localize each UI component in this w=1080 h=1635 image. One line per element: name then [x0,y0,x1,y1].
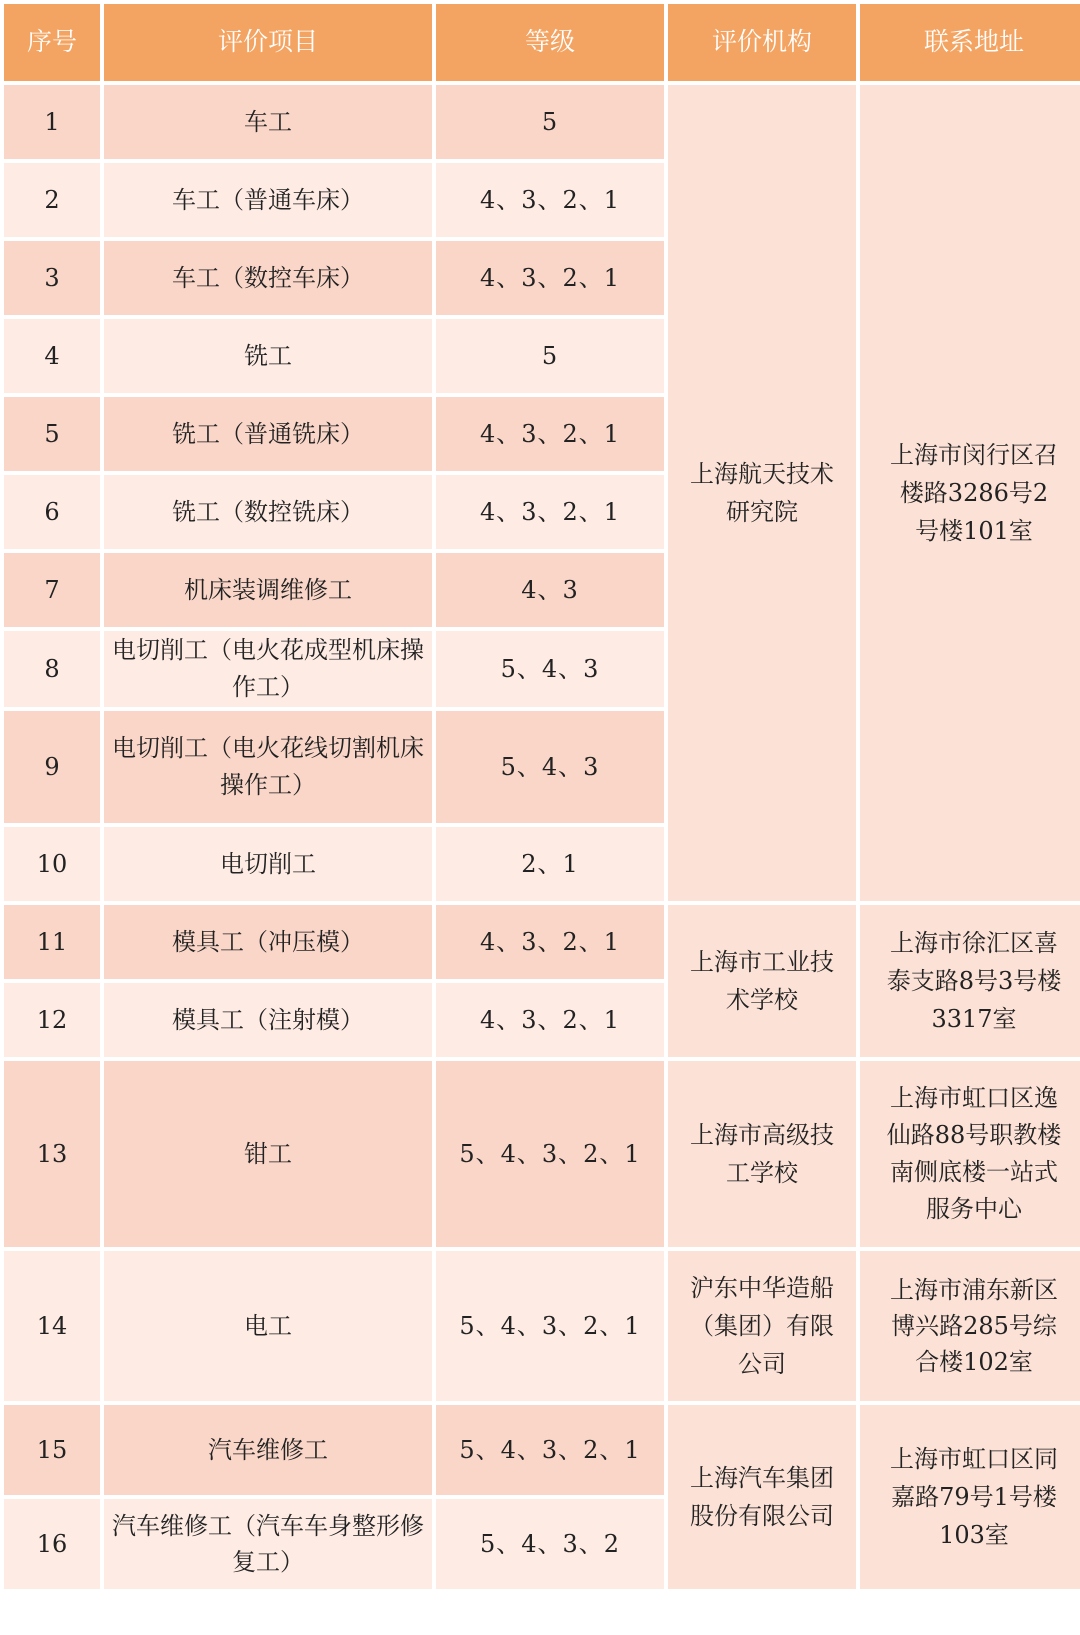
cell-grade: 2、1 [436,827,664,901]
cell-no: 4 [4,319,100,393]
cell-org [668,1405,856,1589]
table-row [4,905,1080,979]
cell-item: 电切削工（电火花线切割机床操作工） [104,711,432,823]
cell-no: 16 [4,1499,100,1589]
cell-address [860,1251,1080,1401]
cell-item: 车工（数控车床） [104,241,432,315]
cell-grade: 5、4、3、2、1 [436,1251,664,1401]
cell-no: 13 [4,1061,100,1247]
cell-no: 8 [4,631,100,707]
cell-address [860,905,1080,1057]
cell-no: 1 [4,85,100,159]
header-no: 序号 [4,4,100,81]
header-grade: 等级 [436,4,664,81]
cell-item: 车工（普通车床） [104,163,432,237]
cell-grade: 4、3、2、1 [436,163,664,237]
cell-org [668,85,856,901]
org-name: 上海市工业技术学校 [690,948,834,1014]
cell-no: 5 [4,397,100,471]
table-row [4,1061,1080,1247]
cell-item: 电切削工（电火花成型机床操作工） [104,631,432,707]
cell-item: 模具工（注射模） [104,983,432,1057]
cell-item: 汽车维修工（汽车车身整形修复工） [104,1499,432,1589]
cell-org [668,905,856,1057]
cell-no: 2 [4,163,100,237]
cell-grade: 4、3、2、1 [436,241,664,315]
cell-no: 14 [4,1251,100,1401]
table-row [4,1405,1080,1495]
cell-grade: 4、3、2、1 [436,397,664,471]
org-address: 上海市闵行区召楼路3286号2号楼101室 [890,441,1058,545]
cell-grade: 4、3、2、1 [436,475,664,549]
cell-grade: 4、3、2、1 [436,905,664,979]
table-row [4,85,1080,159]
cell-grade: 4、3 [436,553,664,627]
cell-no: 10 [4,827,100,901]
table-row [4,1251,1080,1401]
cell-no: 3 [4,241,100,315]
cell-address [860,1405,1080,1589]
cell-grade: 5、4、3 [436,711,664,823]
cell-item: 铣工（普通铣床） [104,397,432,471]
cell-address [860,1061,1080,1247]
table-header-row [4,4,1080,81]
cell-item: 车工 [104,85,432,159]
cell-no: 6 [4,475,100,549]
cell-grade: 5、4、3 [436,631,664,707]
cell-no: 9 [4,711,100,823]
org-address: 上海市虹口区同嘉路79号1号楼103室 [890,1445,1058,1549]
cell-org [668,1061,856,1247]
cell-grade: 5、4、3、2、1 [436,1405,664,1495]
cell-item: 电工 [104,1251,432,1401]
org-name: 沪东中华造船（集团）有限公司 [690,1274,834,1378]
cell-no: 11 [4,905,100,979]
cell-grade: 5 [436,319,664,393]
cell-org [668,1251,856,1401]
header-org: 评价机构 [668,4,856,81]
cell-grade: 5 [436,85,664,159]
cell-item: 电切削工 [104,827,432,901]
org-name: 上海航天技术研究院 [690,460,834,526]
cell-grade: 4、3、2、1 [436,983,664,1057]
cell-item: 汽车维修工 [104,1405,432,1495]
cell-grade: 5、4、3、2 [436,1499,664,1589]
header-address: 联系地址 [860,4,1080,81]
org-name: 上海汽车集团股份有限公司 [690,1464,834,1530]
cell-no: 12 [4,983,100,1057]
cell-no: 7 [4,553,100,627]
org-address: 上海市徐汇区喜泰支路8号3号楼3317室 [886,929,1062,1033]
cell-item: 机床装调维修工 [104,553,432,627]
cell-item: 钳工 [104,1061,432,1247]
cell-item: 模具工（冲压模） [104,905,432,979]
org-address: 上海市虹口区逸仙路88号职教楼南侧底楼一站式服务中心 [886,1084,1062,1223]
cell-no: 15 [4,1405,100,1495]
header-item: 评价项目 [104,4,432,81]
org-address: 上海市浦东新区博兴路285号综合楼102室 [890,1276,1058,1376]
cell-item: 铣工 [104,319,432,393]
cell-address [860,85,1080,901]
cell-grade: 5、4、3、2、1 [436,1061,664,1247]
cell-item: 铣工（数控铣床） [104,475,432,549]
org-name: 上海市高级技工学校 [690,1121,834,1187]
